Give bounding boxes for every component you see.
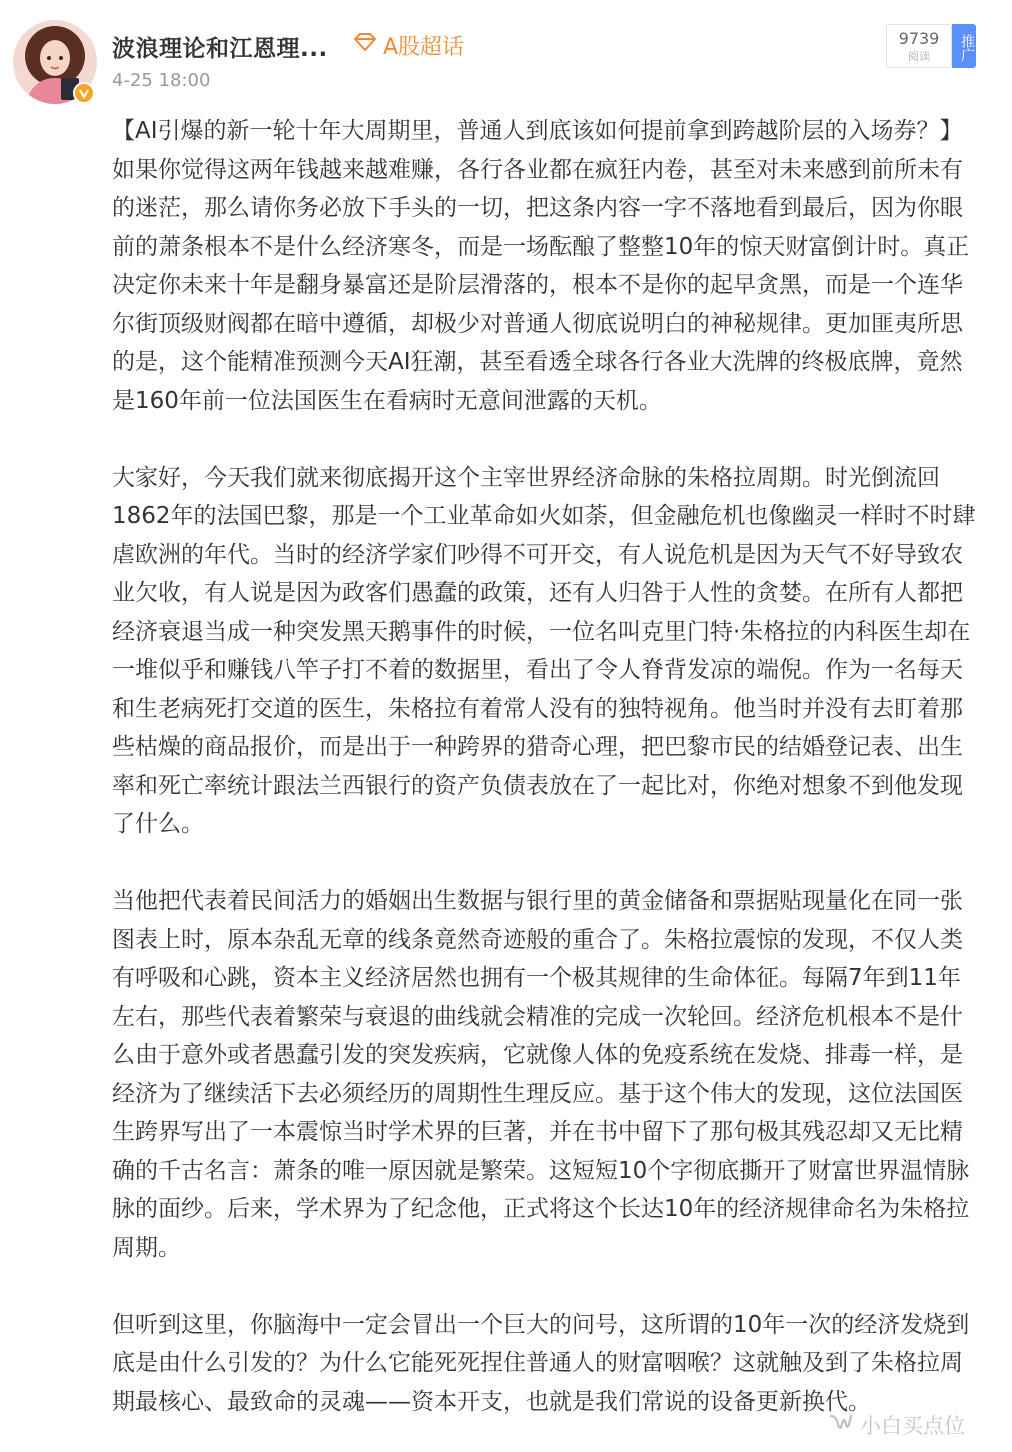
read-count-box: [886, 24, 952, 68]
promote-button[interactable]: 推广: [952, 24, 976, 68]
author-name[interactable]: 波浪理论和江恩理...: [112, 36, 328, 62]
post-paragraph: 大家好，今天我们就来彻底揭开这个主宰世界经济命脉的朱格拉周期。时光倒流回1862年的法国巴黎，那是一个工业革命如火如荼，但金融危机也像幽灵一样时不时肆虐欧洲的年代。当时的经济学家们吵得不可开交，有人说危机是因为天气不好导致农业欠收，有人说是因为政客们愚蠢的政策，还有人归咎于人性的贪婪。在所有人都把经济衰退当成一种突发黑天鹅事件的时候，一位名叫克里门特·朱格拉的内科医生却在一堆似乎和赚钱八竿子打不着的数据里，看出了令人脊背发凉的端倪。作为一名每天和生老病死打交道的医生，朱格拉有着常人没有的独特视角。他当时并没有去盯着那些枯燥的商品报价，而是出于一种跨界的猎奇心理，把巴黎市民的结婚登记表、出生率和死亡率统计跟法兰西银行的资产负债表放在了一起比对，你绝对想象不到他发现了什么。: [112, 464, 976, 837]
fan-tag[interactable]: [353, 30, 464, 60]
watermark: [828, 1410, 965, 1440]
read-label: 阅读: [908, 50, 930, 63]
post-title: 【AI引爆的新一轮十年大周期里，普通人到底该如何提前拿到跨越阶层的入场券？】: [112, 118, 963, 144]
watermark-text: 小白买点位: [860, 1414, 965, 1438]
verified-badge-icon: [73, 82, 95, 104]
read-count: 9739: [898, 29, 940, 48]
post-paragraph: 但听到这里，你脑海中一定会冒出一个巨大的问号，这所谓的10年一次的经济发烧到底是由什么引发的？为什么它能死死捏住普通人的财富咽喉？这就触及到了朱格拉周期最核心、最致命的灵魂——资本开支，也就是我们常说的设备更新换代。: [112, 1311, 970, 1415]
post-paragraph: 如果你觉得这两年钱越来越难赚，各行各业都在疯狂内卷，甚至对未来感到前所未有的迷茫，那么请你务必放下手头的一切，把这条内容一字不落地看到最后，因为你眼前的萧条根本不是什么经济寒冬，而是一场酝酿了整整10年的惊天财富倒计时。真正决定你未来十年是翻身暴富还是阶层滑落的，根本不是你的起早贪黑，而是一个连华尔街顶级财阀都在暗中遵循，却极少对普通人彻底说明白的神秘规律。更加匪夷所思的是，这个能精准预测今天AI狂潮，甚至看透全球各行各业大洗牌的终极底牌，竟然是160年前一位法国医生在看病时无意间泄露的天机。: [112, 156, 970, 414]
wechat-channel-icon: [828, 1412, 860, 1439]
post-paragraph: 当他把代表着民间活力的婚姻出生数据与银行里的黄金储备和票据贴现量化在同一张图表上时，原本杂乱无章的线条竟然奇迹般的重合了。朱格拉震惊的发现，不仅人类有呼吸和心跳，资本主义经济居然也拥有一个极其规律的生命体征。每隔7年到11年左右，那些代表着繁荣与衰退的曲线就会精准的完成一次轮回。经济危机根本不是什么由于意外或者愚蠢引发的突发疾病，它就像人体的免疫系统在发烧、排毒一样，是经济为了继续活下去必须经历的周期性生理反应。基于这个伟大的发现，这位法国医生跨界写出了一本震惊当时学术界的巨著，并在书中留下了那句极其残忍却又无比精确的千古名言：萧条的唯一原因就是繁荣。这短短10个字彻底撕开了财富世界温情脉脉的面纱。后来，学术界为了纪念他，正式将这个长达10年的经济规律命名为朱格拉周期。: [112, 888, 970, 1261]
post-time: 4-25 18:00: [112, 70, 211, 91]
post-header: [0, 0, 1012, 110]
fan-tag-label: A股超话: [383, 34, 465, 60]
diamond-icon: [353, 32, 383, 58]
post-content: [112, 112, 980, 1421]
